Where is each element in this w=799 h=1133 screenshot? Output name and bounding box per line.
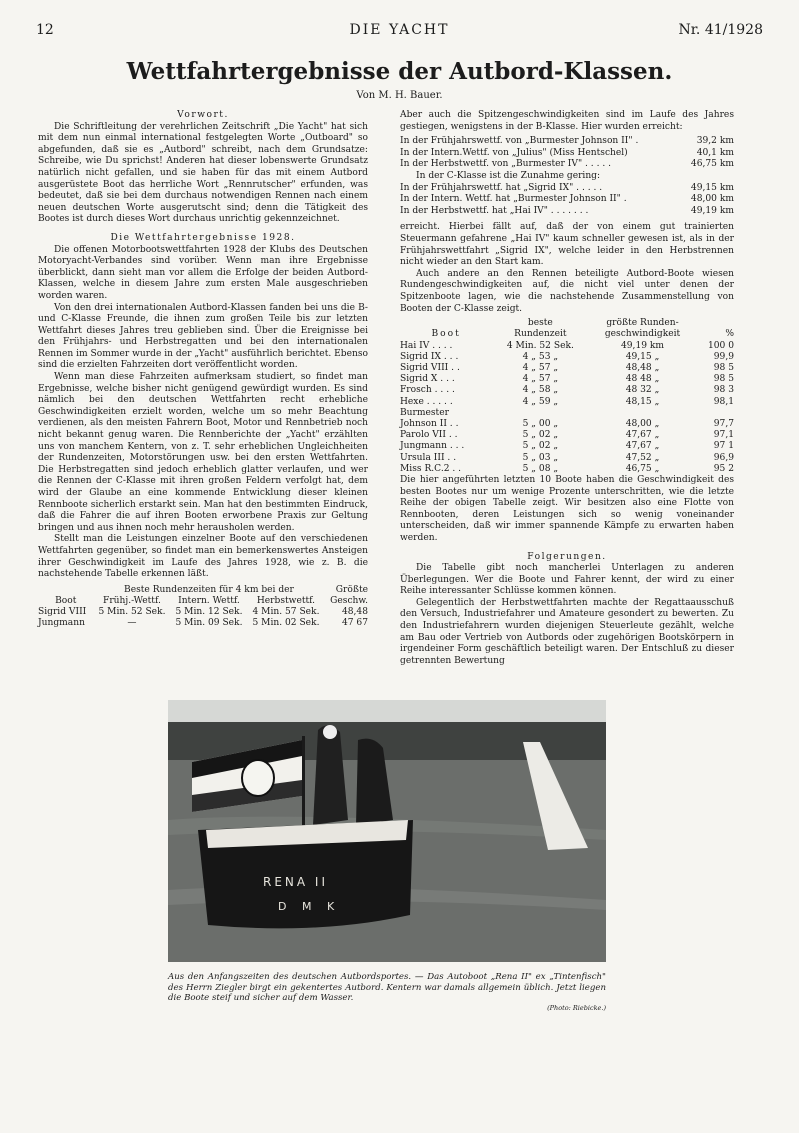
table-cell: 46,75 „	[625, 463, 660, 474]
table-cell: 5 Min. 52 Sek.	[98, 607, 166, 618]
table-cell: 95 2	[713, 463, 734, 474]
c-class-table	[400, 318, 734, 475]
table-cell: 5 Min. 09 Sek.	[175, 618, 243, 629]
table-cell: 4 „ 57 „	[522, 374, 559, 385]
right-column	[400, 110, 734, 667]
table-cell: 47,67 „	[625, 430, 660, 441]
speed-value: 39,2	[696, 136, 717, 147]
table-cell: Hexe . . . . .	[400, 396, 453, 407]
speed-value: 48,00	[690, 194, 717, 205]
table-cell: 98 5	[713, 374, 734, 385]
table-row	[400, 419, 734, 430]
speed-label: In der Herbstwettf. hat „Hai IV" . . . . . . .	[400, 205, 589, 216]
speed-value: 49,15	[690, 182, 717, 193]
speed-unit: km	[719, 194, 734, 205]
table-cell	[697, 408, 734, 419]
table-cell: 5 „ 03 „	[522, 452, 559, 463]
photo-illustration	[168, 700, 606, 962]
table-row	[400, 464, 734, 475]
speed-value: 40,1	[696, 147, 717, 158]
section-heading-folgerungen: Folgerungen.	[527, 551, 607, 562]
table-cell: Parolo VII . .	[400, 430, 458, 441]
table-cell: 97,7	[713, 418, 734, 429]
table-cell: 5 „ 02 „	[522, 430, 559, 441]
speed-label: In der Frühjahrswettf. von „Burmester Johnson II" .	[400, 136, 639, 147]
speed-value: 49,19	[690, 205, 717, 216]
issue-number: Nr. 41/1928	[678, 22, 763, 38]
column-header: %	[725, 329, 734, 340]
column-header: Boot	[431, 329, 461, 340]
column-header: Rundenzeit	[514, 329, 567, 340]
table-row	[400, 363, 734, 374]
left-column	[38, 110, 368, 630]
table-cell: 5 „ 08 „	[522, 463, 559, 474]
column-header: beste	[527, 318, 553, 329]
table-row	[38, 618, 368, 629]
page-number: 12	[36, 22, 54, 38]
speed-unit: km	[719, 182, 734, 193]
table-cell: Sigrid VIII	[38, 607, 87, 618]
paragraph: Die Schriftleitung der verehrlichen Zeitschrift „Die Yacht" hat sich mit dem nun einmal international festgelegten Worte „Outboard" so abgefunden, daß sie es „Autbord" schreibt, nach dem Grundsatze: Schreibe, wie Du sprichst! Anderen hat dieser lobenswerte Grundsatz natürlich nicht gefallen, und sie haben für das mit einem Autbord ausgerüstete Boot das herrliche Wort „Rennrutscher" erfunden, was bedeutet, daß sie bei dem durchaus notwendigen Rennen nach einem neuen deutschen Worte ausgerutscht sind; denn die Tätigkeit des Bootes ist durch dieses Wort durchaus unrichtig gekennzeichnet.	[38, 121, 368, 225]
speed-row-b	[400, 159, 734, 171]
table-cell: 47 67	[341, 618, 368, 629]
table-cell: 48,00 „	[625, 418, 660, 429]
table-cell: 5 Min. 02 Sek.	[252, 618, 320, 629]
paragraph: Die offenen Motorbootswettfahrten 1928 der Klubs des Deutschen Motoryacht-Verbandes sind vorüber. Wenn man ihre Ergebnisse überblickt, dann sieht man vor allem die Erfolge der beiden Autbord-Klassen, welche in diesem Jahre zum ersten Male ausgeschrieben worden waren.	[38, 244, 368, 301]
paragraph: Die Tabelle gibt noch mancherlei Unterlagen zu anderen Überlegungen. Wer die Boote und Fahrer kennt, der wird zu einer Reihe interessanter Schlüsse kommen können.	[400, 563, 734, 597]
table-cell: 5 „ 02 „	[522, 441, 559, 452]
table-row	[400, 352, 734, 363]
paragraph: Stellt man die Leistungen einzelner Boote auf den verschiedenen Wettfahrten gegenüber, so findet man ein bemerkenswertes Ansteigen ihrer Geschwindigkeit im Laufe des Jahres 1928, wie z. B. die nachstehende Tabelle erkennen läßt.	[38, 534, 368, 580]
table-cell: 98 3	[713, 385, 734, 396]
paragraph: Auch andere an den Rennen beteiligte Autbord-Boote wiesen Rundengeschwindigkeiten auf, die nicht viel unter denen der Spitzenboote lagen, wie die nachstehende Zusammenstellung von Booten der C-Klasse zeigt.	[400, 268, 734, 314]
table-cell: 4 „ 59 „	[522, 396, 559, 407]
table-row	[400, 441, 734, 452]
table-cell: 49,15 „	[625, 351, 660, 362]
speed-unit: km	[719, 205, 734, 216]
table-cell: 4 „ 57 „	[522, 362, 559, 373]
table-cell: 4 „ 58 „	[522, 385, 559, 396]
journal-title: DIE YACHT	[349, 22, 450, 38]
column-header: geschwindigkeit	[604, 329, 681, 340]
table-cell: Sigrid IX . . .	[400, 351, 459, 362]
table-row	[400, 408, 734, 419]
column-header: Boot	[55, 595, 77, 606]
column-header: Intern. Wettf.	[178, 595, 240, 606]
table-cell: 5 Min. 12 Sek.	[175, 607, 243, 618]
paragraph: Von den drei internationalen Autbord-Klassen fanden bei uns die B- und C-Klasse Freunde, die ihnen zum großen Teile bis zur letzten Wettfahrt dieses Jahres treu geblieben sind. Über die Ereignisse bei den Frühjahrs- und Herbstregatten und bei den internationalen Rennen im Sommer wurde in der „Yacht" ausführlich berichtet. Ebenso sind die erzielten Fahrzeiten dort veröffentlicht worden.	[38, 302, 368, 371]
speed-unit: km	[719, 147, 734, 158]
table-cell: Hai IV . . . .	[400, 340, 453, 351]
table-header-row	[38, 596, 368, 607]
table-row	[38, 607, 368, 618]
column-header: Herbstwettf.	[256, 595, 316, 606]
table-cell: 48 48 „	[625, 374, 660, 385]
table-cell	[588, 408, 696, 419]
speed-unit: km	[719, 159, 734, 170]
table-cell: Burmester	[400, 407, 449, 418]
table-row	[400, 397, 734, 408]
table-row	[400, 430, 734, 441]
speed-label: In der Intern.Wettf. von „Julius" (Miss Hentschel)	[400, 147, 628, 158]
article-title: Wettfahrtergebnisse der Autbord-Klassen.	[126, 58, 673, 85]
table-cell	[492, 408, 588, 419]
paragraph: Gelegentlich der Herbstwettfahrten machte der Regattaausschuß den Versuch, Industriefahrer und Amateure gesondert zu bewerten. Zu den Industriefahrern wurden diejenigen Steuerleute gezählt, welche am Bau oder Vertrieb von Autbords oder zugehörigen Bootskörpern in irgendeiner Form geschäftlich beteiligt waren. Der Entschluß zu dieser getrennten Bewertung	[400, 597, 734, 666]
speed-unit: km	[719, 136, 734, 147]
table-cell: 5 „ 00 „	[522, 418, 559, 429]
table-row	[400, 385, 734, 396]
table-cell: 48,15 „	[625, 396, 660, 407]
table-cell: Sigrid VIII . .	[400, 362, 460, 373]
table-cell: 49,19 km	[620, 340, 665, 351]
column-header: Geschw.	[330, 595, 368, 606]
table-cell: 48 32 „	[625, 385, 660, 396]
paragraph: erreicht. Hierbei fällt auf, daß der von einem gut trainierten Steuermann gefahrene „Hai IV" kaum schneller gewesen ist, als in der Frühjahrswettfahrt „Sigrid IX", welche leider in den Herbstrennen nicht wieder an den Start kam.	[400, 222, 734, 268]
speed-row-c	[400, 183, 734, 195]
photo-caption: Aus den Anfangszeiten des deutschen Autbordsportes. — Das Autoboot „Rena II" ex „Tintenfisch" des Herrn Ziegler birgt ein gekentertes Autbord. Kentern war damals allgemein üblich. Jetzt liegen die Boote steif und sicher auf dem Wasser.	[168, 972, 606, 1004]
lap-times-table	[38, 585, 368, 630]
table-cell: 48,48 „	[625, 362, 660, 373]
speed-row-b	[400, 148, 734, 160]
table-cell: 4 „ 53 „	[522, 351, 559, 362]
article-author: Von M. H. Bauer.	[356, 90, 443, 101]
table-cell: Ursula III . .	[400, 452, 457, 463]
table-cell: 99,9	[713, 351, 734, 362]
table-cell: 48,48	[341, 607, 368, 618]
table-cell: 98,1	[713, 396, 734, 407]
paragraph: Wenn man diese Fahrzeiten aufmerksam studiert, so findet man Ergebnisse, welche bisher nicht genügend gewürdigt wurden. Es sind nämlich bei den deutschen Wettfahrten recht erhebliche Geschwindigkeiten erzielt worden, welche um so mehr Beachtung verdienen, als den meisten Fahrern Boot, Motor und Rennbetrieb noch nicht bekannt genug waren. Die Rennberichte der „Yacht" erzählten uns von manchem Kentern, von z. T. sehr erheblichen Ungleichheiten der Rundenzeiten, Motorstörungen usw. bei den ersten Wettfahrten. Die Herbstregatten sind jedoch erheblich glatter verlaufen, und wer die Rennen der C-Klasse mit ihren großen Feldern verfolgt hat, dem wird der Glaube an eine kommende Entwicklung dieser kleinen Rennboote sicherlich erstarkt sein. Man hat den bestimmten Eindruck, daß die Fahrer die auf ihren Booten erworbene Praxis zur Geltung bringen und aus ihnen noch mehr herausholen werden.	[38, 372, 368, 533]
paragraph: Aber auch die Spitzengeschwindigkeiten sind im Laufe des Jahres gestiegen, wenigstens in der B-Klasse. Hier wurden erreicht:	[400, 110, 734, 132]
c-class-heading: In der C-Klasse ist die Zunahme gering:	[416, 170, 601, 181]
section-heading-ergebnisse: Die Wettfahrtergebnisse 1928.	[110, 232, 296, 243]
table-cell: Johnson II . .	[400, 418, 459, 429]
boat-club: D M K	[278, 900, 341, 913]
table-cell: Sigrid X . . .	[400, 374, 455, 385]
speed-row-c	[400, 206, 734, 218]
speed-label: In der Intern. Wettf. hat „Burmester Johnson II" .	[400, 194, 627, 205]
table-cell: Frosch . . . .	[400, 385, 455, 396]
table-cell: 47,52 „	[625, 452, 660, 463]
speed-label: In der Herbstwettf. von „Burmester IV" . . . . .	[400, 159, 612, 170]
speed-label: In der Frühjahrswettf. hat „Sigrid IX" . . . . .	[400, 182, 603, 193]
table-title-right: Größte	[335, 584, 368, 595]
table-cell: 97,1	[713, 430, 734, 441]
speed-row-b	[400, 136, 734, 148]
page-header	[36, 22, 763, 42]
section-heading-vorwort: Vorwort.	[177, 110, 229, 120]
photo-credit: (Photo: Riebicke.)	[547, 1004, 606, 1012]
table-cell: —	[127, 618, 137, 629]
table-cell: Miss R.C.2 . .	[400, 463, 462, 474]
table-cell: 96,9	[713, 452, 734, 463]
table-row	[400, 374, 734, 385]
table-row	[400, 341, 734, 352]
table-cell: 100 0	[707, 340, 734, 351]
boat-name: RENA II	[263, 875, 328, 889]
speed-value: 46,75	[690, 159, 717, 170]
speed-row-c	[400, 194, 734, 206]
table-cell: 4 Min. 52 Sek.	[506, 340, 574, 351]
table-cell: 4 Min. 57 Sek.	[252, 607, 320, 618]
paragraph: Die hier angeführten letzten 10 Boote haben die Geschwindigkeit des besten Bootes nur um wenige Prozente unterschritten, wie die letzte Reihe der obigen Tabelle zeigt. Wir besitzen also eine Flotte von Rennbooten, deren Leistungen sich so wenig voneinander unterscheiden, daß wir immer spannende Kämpfe zu erwarten haben werden.	[400, 474, 734, 543]
table-cell: 98 5	[713, 362, 734, 373]
column-header: Frühj.-Wettf.	[103, 595, 161, 606]
table-cell: Jungmann . . .	[400, 441, 465, 452]
table-cell: 97 1	[713, 441, 734, 452]
boat-photo	[168, 700, 606, 962]
table-title: Beste Rundenzeiten für 4 km bei der	[124, 584, 294, 595]
table-cell: Jungmann	[38, 618, 85, 629]
table-cell: 47,67 „	[625, 441, 660, 452]
table-row	[400, 453, 734, 464]
column-header: größte Runden-	[606, 318, 679, 329]
